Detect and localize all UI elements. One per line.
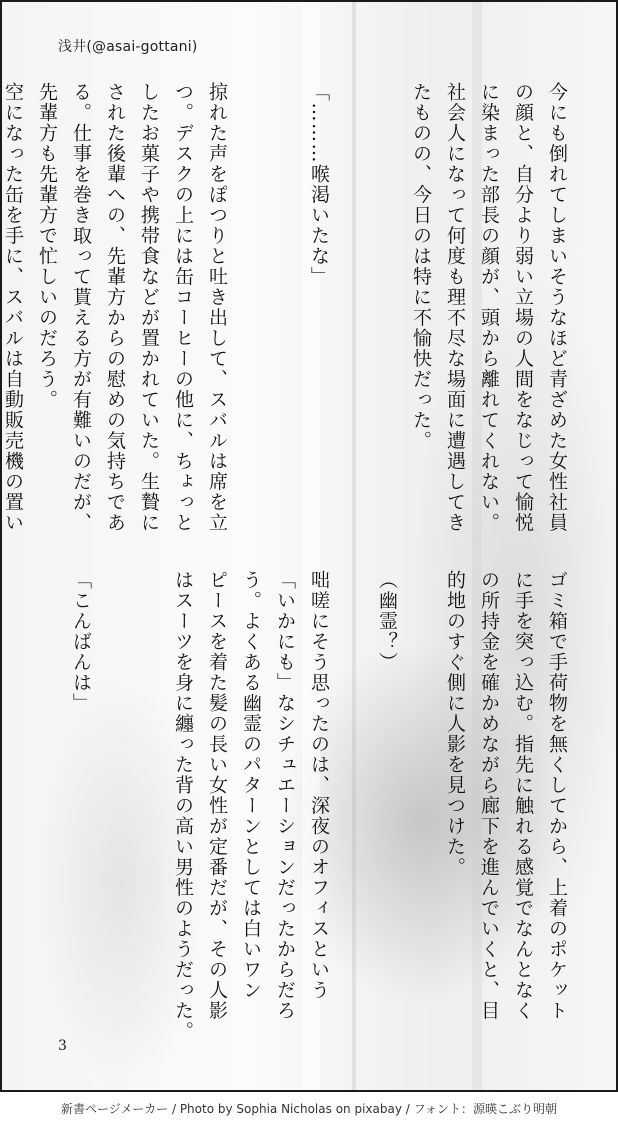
text-line: 「こんばんは」 [70,570,92,714]
text-line [98,570,132,1020]
lower-text-block [64,570,574,1042]
text-line: つ。デスクの上には缶コーヒーの他に、ちょっと [172,82,194,533]
text-line: ピースを着た髪の長い女性が定番だが、その人影 [206,570,228,1021]
text-line: 「いかにも」なシチュエーションだったからだろ [274,570,296,1021]
text-line: 「………喉渇いたな」 [308,82,330,287]
text-line [336,570,370,1020]
text-line: う。よくある幽霊のパターンとしては白いワン [240,570,262,1001]
text-line: の顔と、自分より弱い立場の人間をなじって愉悦 [512,82,534,533]
text-line: 的地のすぐ側に人影を見つけた。 [444,570,466,878]
text-line [234,82,268,522]
text-line: 咄嗟にそう思ったのは、深夜のオフィスという [308,570,330,1001]
text-line [404,570,438,1020]
text-line: 今にも倒れてしまいそうなほど青ざめた女性社員 [546,82,568,533]
text-line [370,82,404,522]
author-handle: 浅井(@asai-gottani) [58,39,198,55]
text-line: 先輩方も先輩方で忙しいのだろう。 [36,82,58,410]
text-line [132,570,166,1020]
credits-footer: 新書ページメーカー / Photo by Sophia Nicholas on pixabay / フォント：源暎こぶり明朝 [60,1102,558,1116]
text-line: したお菓子や携帯食などが置かれていた。生贄に [138,82,160,533]
text-line: たものの、今日のは特に不愉快だった。 [410,82,432,451]
text-line: （幽霊？） [376,570,398,673]
text-line: 社会人になって何度も理不尽な場面に遭遇してき [444,82,466,533]
text-line: 掠れた声をぽつりと吐き出して、スバルは席を立 [206,82,228,533]
upper-text-block [0,82,574,533]
text-line [336,82,370,522]
text-line: の所持金を確かめながら廊下を進んでいくと、目 [478,570,500,1021]
text-line: はスーツを身に纏った背の高い男性のようだった。 [172,570,194,1042]
page-number: 3 [58,1038,67,1054]
text-line: 空になった缶を手に、スバルは自動販売機の置い [2,82,24,533]
text-line: ゴミ箱で手荷物を無くしてから、上着のポケット [546,570,568,1021]
text-line: された後輩への、先輩方からの慰めの気持ちであ [104,82,126,533]
text-line: に手を突っ込む。指先に触れる感覚でなんとなく [512,570,534,1021]
text-line: る。仕事を巻き取って貰える方が有難いのだが、 [70,82,92,533]
text-line [268,82,302,522]
text-line: に染まった部長の顔が、頭から離れてくれない。 [478,82,500,533]
